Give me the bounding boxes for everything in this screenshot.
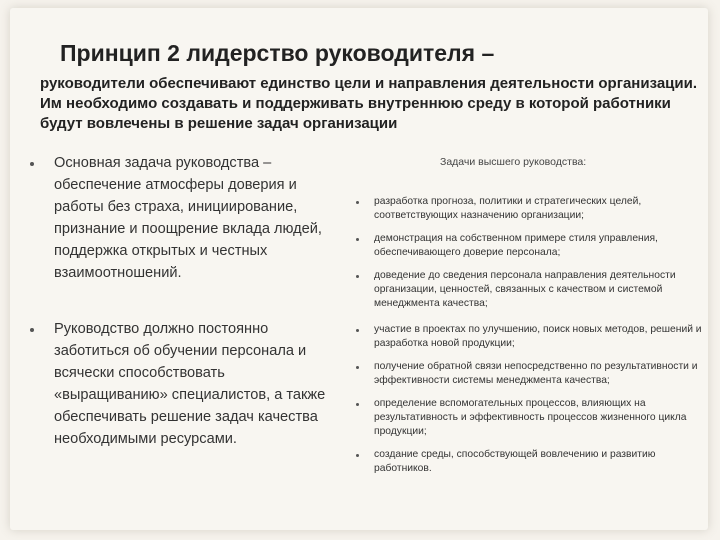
left-bullet-text: Основная задача руководства – обеспечение атмосферы доверия и работы без страха, инициирование, признание и поощрение вклада людей, поддержка открытых и честных взаимоотношений. [54, 155, 322, 281]
task-item [356, 195, 706, 223]
left-bullet-item [30, 152, 330, 284]
task-item [356, 232, 706, 260]
slide-subtitle: руководители обеспечивают единство цели и направления деятельности организации. Им необходимо создавать и поддерживать внутреннюю среду в которой работники будут вовлечены в решение задач организации [40, 75, 698, 132]
task-item [356, 397, 706, 439]
task-item [356, 323, 706, 351]
bullet-dot-icon [356, 238, 359, 241]
bullet-dot-icon [356, 454, 359, 457]
left-bullet-item [30, 318, 330, 450]
left-bullet-text: Руководство должно постоянно заботиться об обучении персонала и всячески способствовать «выращиванию» специалистов, а также обеспечивать решение задач качества необходимыми ресурсами. [54, 321, 326, 447]
task-text: разработка прогноза, политики и стратегических целей, соответствующих назначению организации; [374, 196, 642, 221]
bullet-dot-icon [30, 328, 34, 332]
task-text: участие в проектах по улучшению, поиск новых методов, решений и разработка новой продукции; [374, 324, 702, 349]
task-text: получение обратной связи непосредственно по результативности и эффективности системы менеджмента качества; [374, 361, 698, 386]
bullet-dot-icon [356, 329, 359, 332]
slide-title: Принцип 2 лидерство руководителя – [60, 40, 495, 66]
right-panel-heading: Задачи высшего руководства: [440, 156, 587, 168]
task-text: демонстрация на собственном примере стиля управления, обеспечивающего доверие персонала; [374, 233, 658, 258]
task-text: определение вспомогательных процессов, влияющих на результативность и эффективность процессов жизненного цикла продукции; [374, 398, 687, 437]
task-text: доведение до сведения персонала направления деятельности организации, ценностей, связанных с качеством и системой менеджмента качества; [374, 270, 676, 309]
task-item [356, 360, 706, 388]
bullet-dot-icon [30, 162, 34, 166]
right-task-list [356, 195, 706, 485]
bullet-dot-icon [356, 403, 359, 406]
task-text: создание среды, способствующей вовлечению и развитию работников. [374, 449, 656, 474]
task-item [356, 269, 706, 311]
task-item [356, 448, 706, 476]
bullet-dot-icon [356, 275, 359, 278]
bullet-dot-icon [356, 201, 359, 204]
bullet-dot-icon [356, 366, 359, 369]
left-bullet-list [30, 152, 330, 450]
